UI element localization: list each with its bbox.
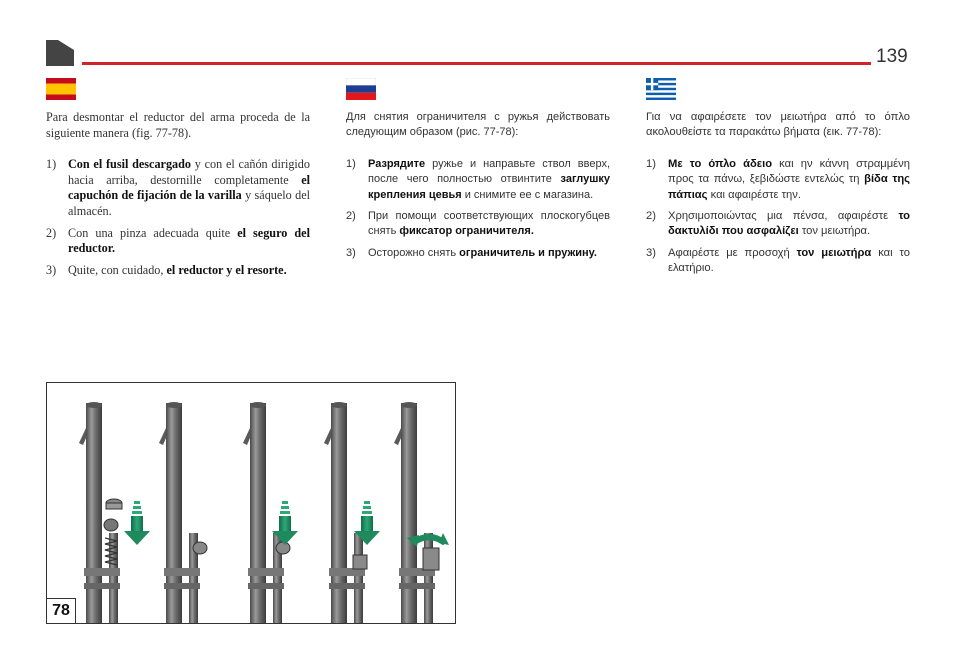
spanish-column	[46, 78, 310, 284]
greek-intro: Για να αφαιρέσετε τον μειωτήρα από το όπλο ακολουθείστε τα παρακάτω βήματα (εικ. 77-78):	[646, 111, 910, 139]
spanish-step-2: 2) Con una pinza adecuada quite el seguro del reductor.	[46, 225, 310, 256]
greek-steps	[646, 157, 910, 277]
figure-illustration	[47, 383, 455, 623]
header-rule	[82, 62, 871, 65]
russian-step-2: 2) При помощи соответствующих плоскогубцев снять фиксатор ограничителя.	[346, 210, 610, 238]
spain-flag-icon	[46, 78, 76, 100]
greek-step-1: 1) Με το όπλο άδειο και ην κάννη στραμμένη προς τα πάνω, ξεβιδώστε εντελώς τη βίδα της πάπιας και αφαιρέστε την.	[646, 157, 910, 201]
panel-1	[79, 402, 150, 623]
greek-step-2: 2) Χρησιμοποιώντας μια πένσα, αφαιρέστε το δακτυλίδι που ασφαλίζει τον μειωτήρα.	[646, 210, 910, 238]
header-logo-block	[46, 40, 74, 66]
russian-column	[346, 78, 610, 267]
spanish-steps	[46, 157, 310, 278]
page-number: 139	[876, 46, 908, 67]
russia-flag-icon	[346, 78, 376, 100]
cap-nut	[106, 499, 122, 509]
panel-4	[324, 402, 380, 623]
russian-step-3: 3) Осторожно снять ограничитель и пружину.	[346, 246, 597, 259]
greece-flag-icon	[646, 78, 676, 100]
panel-2	[159, 402, 207, 623]
figure-number: 78	[47, 598, 76, 623]
spanish-step-3: 3) Quite, con cuidado, el reductor y el resorte.	[46, 262, 287, 277]
panel-5	[394, 402, 449, 623]
russian-intro: Для снятия ограничителя с ружья действовать следующим образом (рис. 77-78):	[346, 111, 610, 139]
down-arrow-1	[124, 501, 150, 545]
spanish-intro: Para desmontar el reductor del arma proceda de la siguiente manera (fig. 77-78).	[46, 110, 310, 140]
spanish-step-1: 1) Con el fusil descargado y con el cañón dirigido hacia arriba, destornille completamente el capuchón de fijación de la varilla y sáquelo del almacén.	[46, 157, 311, 218]
russian-step-1: 1) Разрядите ружье и направьте ствол вверх, после чего полностью отвинтите заглушку крепления цевья и снимите ее с магазина.	[346, 157, 610, 201]
greek-step-3: 3) Αφαιρέστε με προσοχή τον μειωτήρα και το ελατήριο.	[646, 246, 910, 275]
greek-column	[646, 78, 910, 283]
figure-78	[46, 382, 456, 624]
panel-3	[243, 402, 298, 623]
russian-steps	[346, 157, 610, 261]
